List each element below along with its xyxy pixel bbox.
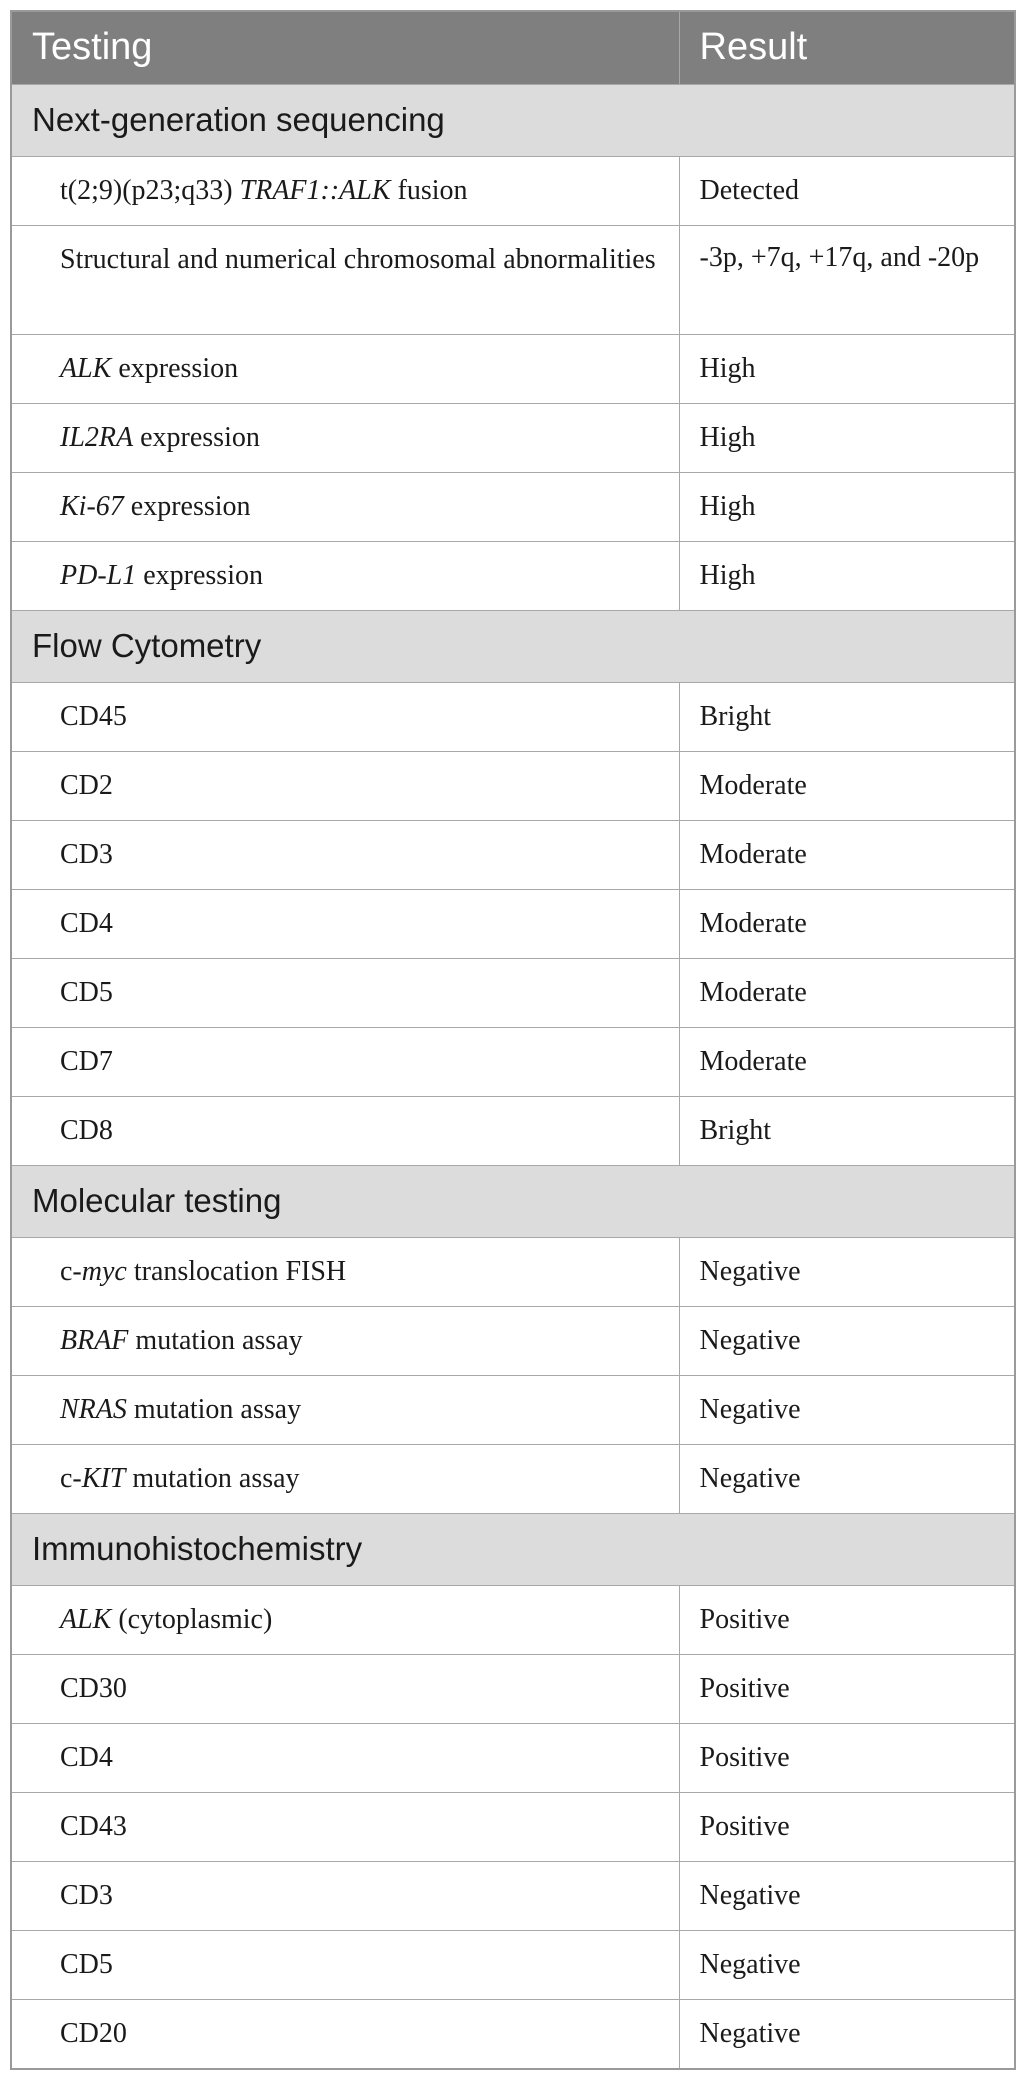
test-name-cell <box>12 541 679 610</box>
test-name-cell <box>12 1861 679 1930</box>
test-name-gene: ALK <box>60 353 112 384</box>
result-cell: Positive <box>679 1654 1014 1723</box>
test-name-suffix: fusion <box>390 175 468 206</box>
table-row <box>12 1027 1014 1096</box>
test-name-text: CD45 <box>60 701 127 732</box>
section-title: Flow Cytometry <box>12 610 1014 682</box>
test-name-text: CD2 <box>60 770 113 801</box>
test-name-text: Structural and numerical chromosomal abnormalities <box>60 243 656 275</box>
test-name-text: t(2;9)(p23;q33) <box>60 175 240 206</box>
result-cell: Detected <box>679 156 1014 225</box>
result-cell: Negative <box>679 1375 1014 1444</box>
result-cell: Positive <box>679 1585 1014 1654</box>
result-cell: High <box>679 472 1014 541</box>
section-row <box>12 84 1014 156</box>
test-name-text: CD8 <box>60 1115 113 1146</box>
table-row <box>12 1237 1014 1306</box>
test-name-cell <box>12 472 679 541</box>
test-name-cell <box>12 225 679 334</box>
table-row <box>12 1999 1014 2068</box>
test-name-cell <box>12 1444 679 1513</box>
test-name-cell <box>12 1585 679 1654</box>
test-name-suffix: (cytoplasmic) <box>111 1604 273 1635</box>
test-name-cell <box>12 334 679 403</box>
test-name-cell <box>12 889 679 958</box>
test-name-gene: PD-L1 <box>60 560 137 591</box>
section-title: Next-generation sequencing <box>12 84 1014 156</box>
table-row <box>12 156 1014 225</box>
table-row <box>12 682 1014 751</box>
result-cell: Negative <box>679 1306 1014 1375</box>
test-name-suffix: mutation assay <box>128 1325 303 1356</box>
table-row <box>12 820 1014 889</box>
results-table <box>12 12 1014 2068</box>
test-name-text: CD7 <box>60 1046 113 1077</box>
result-cell: Negative <box>679 1237 1014 1306</box>
test-name-gene: ALK <box>60 1604 112 1635</box>
table-header-row <box>12 12 1014 84</box>
test-name-text: CD5 <box>60 977 113 1008</box>
result-cell: Bright <box>679 682 1014 751</box>
test-name-cell <box>12 682 679 751</box>
test-name-suffix: mutation assay <box>126 1394 302 1425</box>
test-name-text: CD30 <box>60 1673 127 1704</box>
test-name-gene: Ki-67 <box>60 491 124 522</box>
test-name-cell <box>12 1027 679 1096</box>
section-row <box>12 1165 1014 1237</box>
test-name-cell <box>12 1930 679 1999</box>
result-cell: Moderate <box>679 958 1014 1027</box>
test-name-gene: IL2RA <box>60 422 134 453</box>
table-row <box>12 1096 1014 1165</box>
result-cell: Moderate <box>679 751 1014 820</box>
header-testing: Testing <box>12 12 679 84</box>
table-row <box>12 1444 1014 1513</box>
result-cell: High <box>679 541 1014 610</box>
table-row <box>12 403 1014 472</box>
test-name-suffix: translocation FISH <box>126 1256 347 1287</box>
result-cell: Negative <box>679 1930 1014 1999</box>
table-row <box>12 1306 1014 1375</box>
results-table-container <box>10 10 1016 2070</box>
result-cell: High <box>679 334 1014 403</box>
test-name-cell <box>12 1375 679 1444</box>
test-name-gene: NRAS <box>60 1394 127 1425</box>
test-name-gene: BRAF <box>60 1325 129 1356</box>
test-name-text: CD3 <box>60 839 113 870</box>
result-cell: Negative <box>679 1444 1014 1513</box>
table-row <box>12 889 1014 958</box>
test-name-cell <box>12 1306 679 1375</box>
test-name-text: CD5 <box>60 1949 113 1980</box>
test-name-cell <box>12 156 679 225</box>
test-name-cell <box>12 751 679 820</box>
test-name-cell <box>12 1723 679 1792</box>
result-cell: Moderate <box>679 889 1014 958</box>
table-row <box>12 751 1014 820</box>
test-name-cell <box>12 1792 679 1861</box>
result-cell: -3p, +7q, +17q, and -20p <box>679 225 1014 334</box>
section-title: Immunohistochemistry <box>12 1513 1014 1585</box>
result-cell: High <box>679 403 1014 472</box>
test-name-cell <box>12 958 679 1027</box>
test-name-cell <box>12 403 679 472</box>
result-cell: Negative <box>679 1861 1014 1930</box>
header-result: Result <box>679 12 1014 84</box>
test-name-text: CD4 <box>60 1742 113 1773</box>
test-name-text: CD3 <box>60 1880 113 1911</box>
test-name-gene: KIT <box>81 1463 126 1494</box>
table-row <box>12 1861 1014 1930</box>
test-name-cell <box>12 1096 679 1165</box>
result-cell: Positive <box>679 1792 1014 1861</box>
section-title: Molecular testing <box>12 1165 1014 1237</box>
test-name-suffix: expression <box>136 560 263 591</box>
table-row <box>12 334 1014 403</box>
result-cell: Negative <box>679 1999 1014 2068</box>
table-row <box>12 1930 1014 1999</box>
result-cell: Moderate <box>679 1027 1014 1096</box>
test-name-text: CD20 <box>60 2018 127 2050</box>
test-name-cell <box>12 1999 679 2068</box>
table-row <box>12 1792 1014 1861</box>
test-name-cell <box>12 820 679 889</box>
test-name-suffix: mutation assay <box>125 1463 300 1494</box>
table-body <box>12 84 1014 2068</box>
test-name-text: CD4 <box>60 908 113 939</box>
table-row <box>12 472 1014 541</box>
test-name-gene: myc <box>81 1256 127 1287</box>
test-name-text: c- <box>60 1463 82 1494</box>
table-row <box>12 1375 1014 1444</box>
table-row <box>12 541 1014 610</box>
section-row <box>12 1513 1014 1585</box>
test-name-cell <box>12 1237 679 1306</box>
result-cell: Bright <box>679 1096 1014 1165</box>
test-name-suffix: expression <box>111 353 239 384</box>
test-name-suffix: expression <box>123 491 251 522</box>
result-cell: Positive <box>679 1723 1014 1792</box>
table-row <box>12 958 1014 1027</box>
table-row <box>12 1723 1014 1792</box>
test-name-cell <box>12 1654 679 1723</box>
test-name-suffix: expression <box>133 422 260 453</box>
test-name-gene: TRAF1::ALK <box>239 175 391 206</box>
result-cell: Moderate <box>679 820 1014 889</box>
test-name-text: CD43 <box>60 1811 127 1842</box>
table-row <box>12 225 1014 334</box>
test-name-text: c- <box>60 1256 82 1287</box>
section-row <box>12 610 1014 682</box>
table-row <box>12 1585 1014 1654</box>
table-row <box>12 1654 1014 1723</box>
